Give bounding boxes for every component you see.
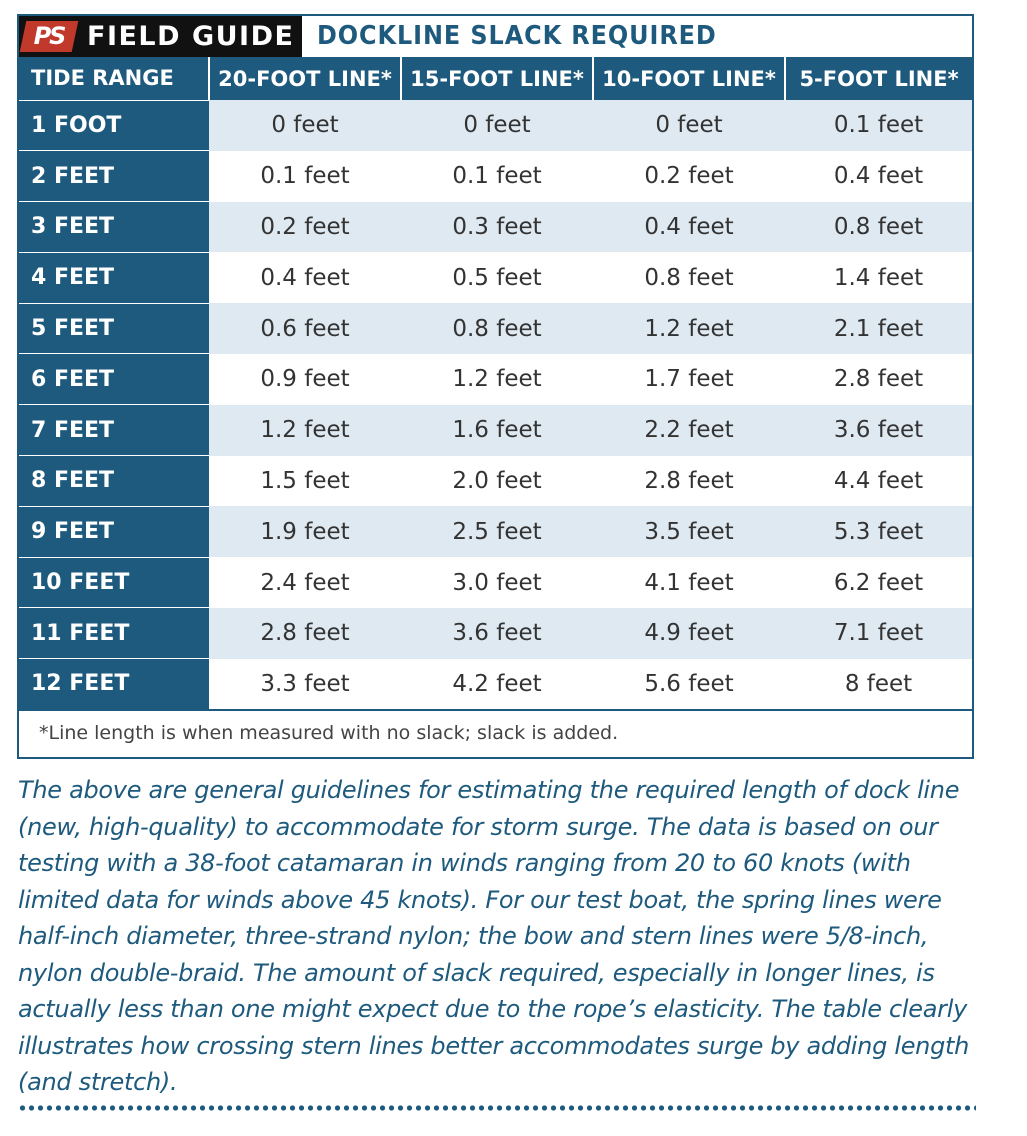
- table-cell: 2.8 feet: [593, 456, 785, 507]
- table-cell: 0.2 feet: [209, 202, 401, 253]
- table-cell: 1.9 feet: [209, 506, 401, 557]
- table-footnote: *Line length is when measured with no slack; slack is added.: [39, 722, 619, 744]
- table-cell: 2.4 feet: [209, 557, 401, 608]
- table-cell: 2.2 feet: [593, 405, 785, 456]
- table-row: [19, 151, 972, 202]
- col-header-tide-range: TIDE RANGE: [19, 57, 209, 100]
- row-label: 8 FEET: [19, 456, 209, 507]
- table-row: [19, 557, 972, 608]
- table-cell: 0.5 feet: [401, 252, 593, 303]
- table-cell: 2.8 feet: [209, 608, 401, 659]
- table-cell: 1.2 feet: [209, 405, 401, 456]
- table-cell: 3.3 feet: [209, 659, 401, 710]
- row-label: 6 FEET: [19, 354, 209, 405]
- slack-table: [19, 57, 972, 711]
- panel-title: DOCKLINE SLACK REQUIRED: [317, 21, 717, 51]
- table-header-row: [19, 57, 972, 100]
- col-header-15-foot-line: 15-FOOT LINE*: [401, 57, 593, 100]
- table-cell: 7.1 feet: [785, 608, 972, 659]
- table-cell: 0.1 feet: [785, 100, 972, 151]
- table-cell: 8 feet: [785, 659, 972, 710]
- row-label: 12 FEET: [19, 659, 209, 710]
- table-cell: 0 feet: [401, 100, 593, 151]
- table-cell: 3.5 feet: [593, 506, 785, 557]
- row-label: 10 FEET: [19, 557, 209, 608]
- table-cell: 4.1 feet: [593, 557, 785, 608]
- table-row: [19, 354, 972, 405]
- table-cell: 3.6 feet: [401, 608, 593, 659]
- field-guide-label: FIELD GUIDE: [87, 21, 295, 52]
- table-cell: 0 feet: [209, 100, 401, 151]
- table-cell: 3.6 feet: [785, 405, 972, 456]
- table-cell: 2.8 feet: [785, 354, 972, 405]
- table-cell: 0.1 feet: [401, 151, 593, 202]
- table-cell: 1.2 feet: [593, 303, 785, 354]
- table-cell: 0.8 feet: [785, 202, 972, 253]
- table-cell: 6.2 feet: [785, 557, 972, 608]
- table-cell: 4.4 feet: [785, 456, 972, 507]
- table-cell: 0 feet: [593, 100, 785, 151]
- col-header-10-foot-line: 10-FOOT LINE*: [593, 57, 785, 100]
- table-cell: 5.6 feet: [593, 659, 785, 710]
- table-cell: 1.2 feet: [401, 354, 593, 405]
- table-row: [19, 608, 972, 659]
- table-row: [19, 456, 972, 507]
- table-cell: 2.5 feet: [401, 506, 593, 557]
- row-label: 7 FEET: [19, 405, 209, 456]
- table-cell: 0.9 feet: [209, 354, 401, 405]
- dotted-divider: [18, 1105, 976, 1111]
- table-cell: 0.8 feet: [401, 303, 593, 354]
- field-guide-banner: [19, 16, 302, 57]
- col-header-5-foot-line: 5-FOOT LINE*: [785, 57, 972, 100]
- field-guide-panel: [17, 14, 974, 759]
- table-row: [19, 506, 972, 557]
- table-cell: 1.5 feet: [209, 456, 401, 507]
- row-label: 3 FEET: [19, 202, 209, 253]
- table-cell: 0.6 feet: [209, 303, 401, 354]
- table-cell: 1.4 feet: [785, 252, 972, 303]
- row-label: 5 FEET: [19, 303, 209, 354]
- table-cell: 5.3 feet: [785, 506, 972, 557]
- table-cell: 3.0 feet: [401, 557, 593, 608]
- table-row: [19, 252, 972, 303]
- table-cell: 0.1 feet: [209, 151, 401, 202]
- table-cell: 1.6 feet: [401, 405, 593, 456]
- table-row: [19, 405, 972, 456]
- table-cell: 4.9 feet: [593, 608, 785, 659]
- row-label: 11 FEET: [19, 608, 209, 659]
- table-cell: 0.3 feet: [401, 202, 593, 253]
- table-row: [19, 303, 972, 354]
- table-cell: 0.4 feet: [209, 252, 401, 303]
- table-cell: 0.8 feet: [593, 252, 785, 303]
- table-row: [19, 202, 972, 253]
- caption-paragraph: The above are general guidelines for estimating the required length of dock line (new, high-quality) to accommodate for storm surge. The data is based on our testing with a 38-foot catamaran in winds ranging from 20 to 60 knots (with limited data for winds above 45 knots). For our test boat, the spring lines were half-inch diameter, three-strand nylon; the bow and stern lines were 5/8-inch, nylon double-braid. The amount of slack required, especially in longer lines, is actually less than one might expect due to the rope’s elasticity. The table clearly illustrates how crossing stern lines better accommodates surge by adding length (and stretch).: [18, 776, 970, 1096]
- table-row: [19, 659, 972, 710]
- row-label: 2 FEET: [19, 151, 209, 202]
- ps-logo-text: PS: [33, 22, 65, 50]
- table-cell: 1.7 feet: [593, 354, 785, 405]
- table-row: [19, 100, 972, 151]
- table-cell: 0.4 feet: [593, 202, 785, 253]
- table-cell: 4.2 feet: [401, 659, 593, 710]
- row-label: 4 FEET: [19, 252, 209, 303]
- row-label: 1 FOOT: [19, 100, 209, 151]
- table-cell: 0.4 feet: [785, 151, 972, 202]
- table-cell: 0.2 feet: [593, 151, 785, 202]
- ps-logo: [20, 21, 79, 52]
- table-cell: 2.1 feet: [785, 303, 972, 354]
- panel-header: [19, 16, 972, 57]
- row-label: 9 FEET: [19, 506, 209, 557]
- table-cell: 2.0 feet: [401, 456, 593, 507]
- col-header-20-foot-line: 20-FOOT LINE*: [209, 57, 401, 100]
- table-body: [19, 100, 972, 710]
